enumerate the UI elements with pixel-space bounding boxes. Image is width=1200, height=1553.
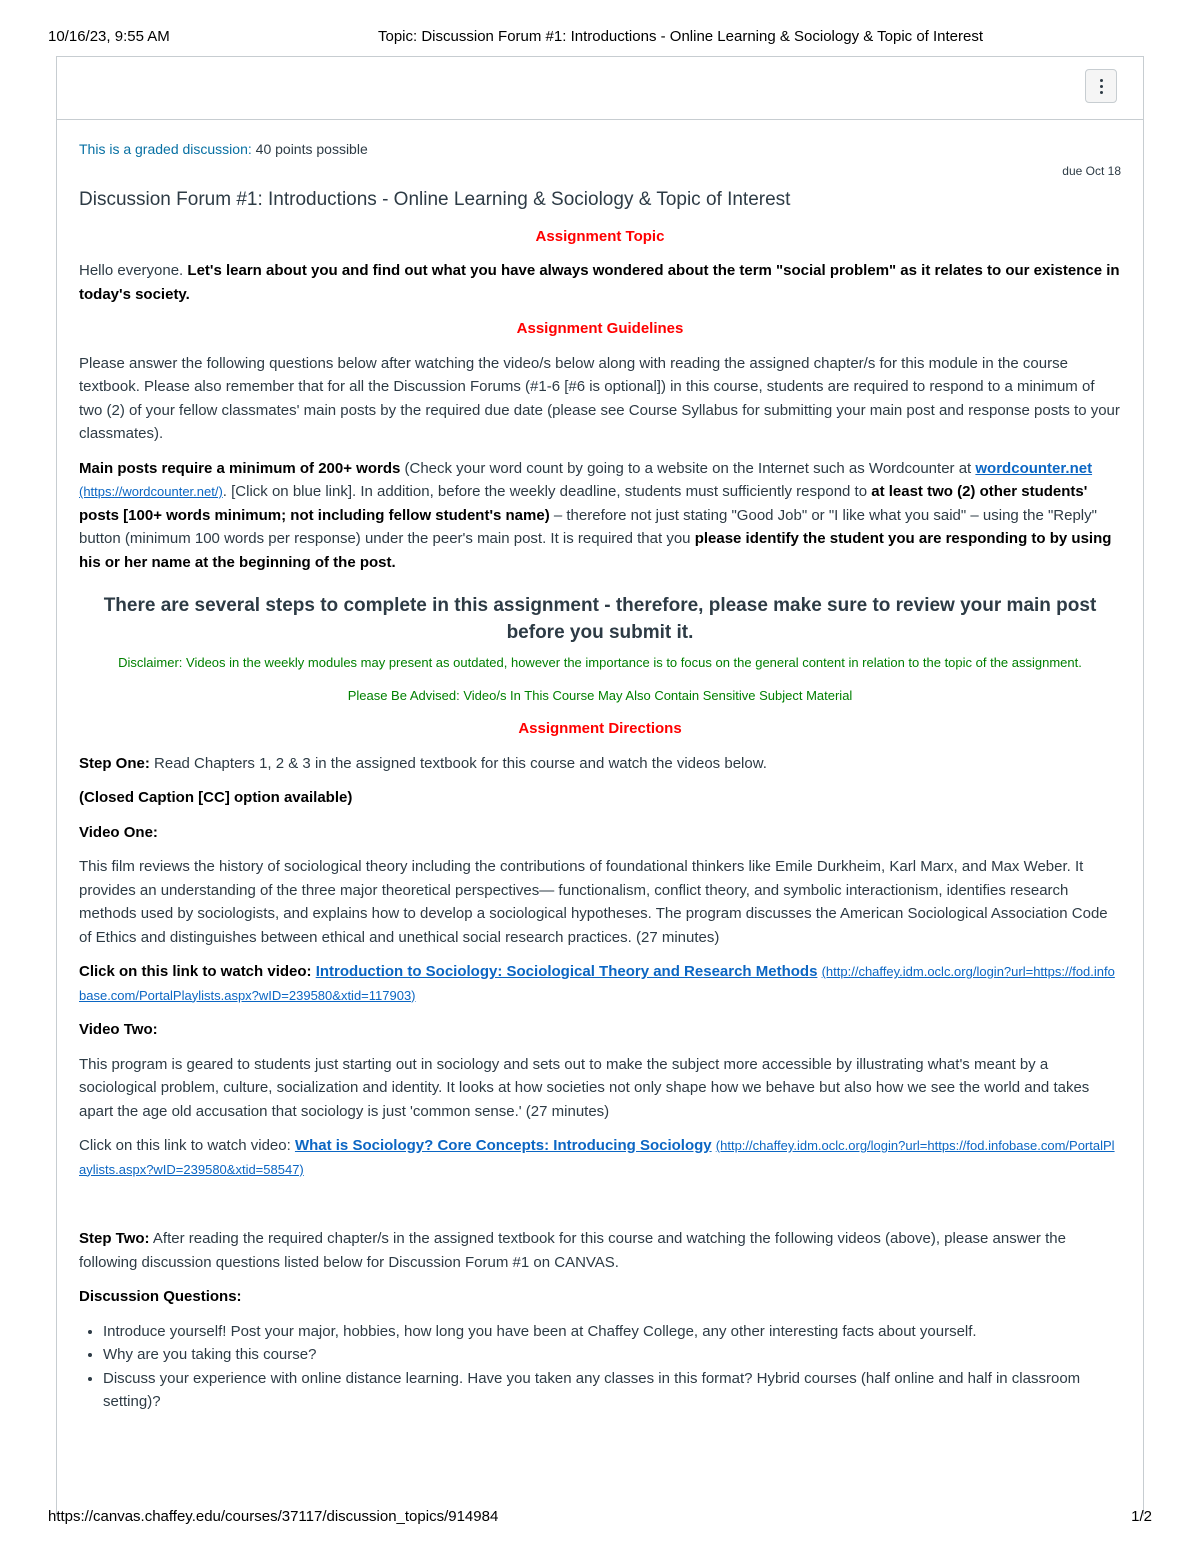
video-one-click-label: Click on this link to watch video: [79,963,312,980]
due-date: due Oct 18 [1062,163,1121,178]
video-one-link[interactable]: Introduction to Sociology: Sociological Theory and Research Methods [315,963,818,980]
discussion-questions-label: Discussion Questions: [79,1288,242,1305]
discussion-questions-list [79,1320,1121,1414]
points-possible: 40 points possible [255,141,368,157]
main-posts-bold: Main posts require a minimum of 200+ words [79,459,401,477]
wordcounter-link[interactable]: wordcounter.net [975,459,1093,477]
video-one-url[interactable]: (http://chaffey.idm.oclc.org/login?url=https://fod.infobase.com/PortalPlaylists.aspx?wID=239580&xtid=117903) [79,964,1115,1003]
discussion-content [57,120,1143,1414]
discussion-frame [56,56,1144,1516]
steps-notice: There are several steps to complete in this assignment - therefore, please make sure to review your main post before you submit it. [103,595,1097,643]
more-options-button[interactable] [1085,69,1117,103]
assignment-topic-heading: Assignment Topic [535,227,665,245]
assignment-directions-heading: Assignment Directions [518,720,682,737]
main-posts-text-1: (Check your word count by going to a website on the Internet such as Wordcounter at [404,459,972,477]
guidelines-paragraph: Please answer the following questions below after watching the video/s below along with reading the assigned chapter/s for this module in the course textbook. Please also remember that for all the Discussion Forums (#1-6 [#6 is optional]) in this course, students are required to respond to a minimum of two (2) of your fellow classmates' main posts by the required due date (please see Course Syllabus for submitting your main post and response posts to your classmates). [79,354,1120,442]
video-one-description: This film reviews the history of sociological theory including the contributions of foundational thinkers like Emile Durkheim, Karl Marx, and Max Weber. It provides an understanding of the three major theoretical perspectives— functionalism, conflict theory, and symbolic interactionism, identifies research methods used by sociologists, and explains how to develop a sociological hypotheses. The program discusses the American Sociological Association Code of Ethics and distinguishes between ethical and unethical social research practices. (27 minutes) [79,858,1108,946]
main-posts-text-3: – therefore not just stating "Good Job" or "I like what you said" – using the "Reply" button (minimum 100 words per response) under the peer's main post. It is required that you [79,506,1097,547]
list-item: • Introduce yourself! Post your major, hobbies, how long you have been at Chaffey College, any other interesting facts about yourself. [103,1320,1121,1344]
hello-text: Hello everyone. [79,262,184,279]
print-date: 10/16/23, 9:55 AM [48,28,170,45]
video-two-link-paragraph [79,1134,1121,1181]
step-two-text: After reading the required chapter/s in the assigned textbook for this course and watching the following videos (above), please answer the following discussion questions listed below for Discussion Forum #1 on CANVAS. [79,1230,1066,1271]
print-page-number: 1/2 [1131,1508,1152,1525]
video-one-link-paragraph [79,960,1121,1007]
main-posts-text-2: . [Click on blue link]. In addition, before the weekly deadline, students must sufficiently respond to [222,483,868,500]
discussion-title: Discussion Forum #1: Introductions - Online Learning & Sociology & Topic of Interest [79,188,791,210]
graded-info [79,138,1121,162]
video-two-description: This program is geared to students just starting out in sociology and sets out to make the subject more accessible by illustrating what's meant by a sociological problem, culture, socialization and identity. It looks at how societies not only shape how we behave but also how we see the world and takes apart the age old accusation that sociology is just 'common sense.' (27 minutes) [79,1055,1090,1120]
video-two-label: Video Two: [79,1021,158,1038]
more-vertical-icon [1100,79,1103,94]
assignment-guidelines-heading: Assignment Guidelines [516,320,684,337]
video-two-url[interactable]: (http://chaffey.idm.oclc.org/login?url=https://fod.infobase.com/PortalPlaylists.aspx?wID=239580&xtid=58547) [79,1138,1115,1177]
step-one-paragraph [79,752,1121,776]
step-one-text: Read Chapters 1, 2 & 3 in the assigned textbook for this course and watch the videos below. [154,754,767,772]
print-header [48,28,1152,48]
main-posts-bold-3: please identify the student you are responding to by using his or her name at the beginning of the post. [79,530,1112,571]
hello-paragraph [79,259,1121,306]
list-item: • Why are you taking this course? [103,1343,1121,1367]
video-two-click-label: Click on this link to watch video: [79,1137,291,1154]
list-item: • Discuss your experience with online distance learning. Have you taken any classes in this format? Hybrid courses (half online and half in classroom setting)? [103,1367,1121,1414]
discussion-toolbar [57,57,1143,120]
step-two-paragraph [79,1227,1121,1274]
main-posts-bold-2: at least two (2) other students' posts [100+ words minimum; not including fellow student's name) [79,483,1088,524]
disclaimer-text: Disclaimer: Videos in the weekly modules may present as outdated, however the importance is to focus on the general content in relation to the topic of the assignment. [118,655,1082,670]
wordcounter-url[interactable]: (https://wordcounter.net/) [79,484,223,499]
main-posts-paragraph [79,457,1121,575]
step-one-label: Step One: [79,754,150,772]
step-two-label: Step Two: [79,1230,150,1247]
video-one-label: Video One: [79,823,158,841]
closed-caption-note: (Closed Caption [CC] option available) [79,789,353,806]
print-url: https://canvas.chaffey.edu/courses/37117/discussion_topics/914984 [48,1508,499,1525]
advised-text: Please Be Advised: Video/s In This Course May Also Contain Sensitive Subject Material [347,688,853,703]
hello-bold-text: Let's learn about you and find out what you have always wondered about the term "social problem" as it relates to our existence in today's society. [79,262,1120,303]
video-two-link[interactable]: What is Sociology? Core Concepts: Introducing Sociology [294,1137,712,1154]
graded-label: This is a graded discussion: [79,141,252,157]
print-title: Topic: Discussion Forum #1: Introductions - Online Learning & Sociology & Topic of Interest [378,28,984,45]
print-footer [48,1508,1152,1528]
